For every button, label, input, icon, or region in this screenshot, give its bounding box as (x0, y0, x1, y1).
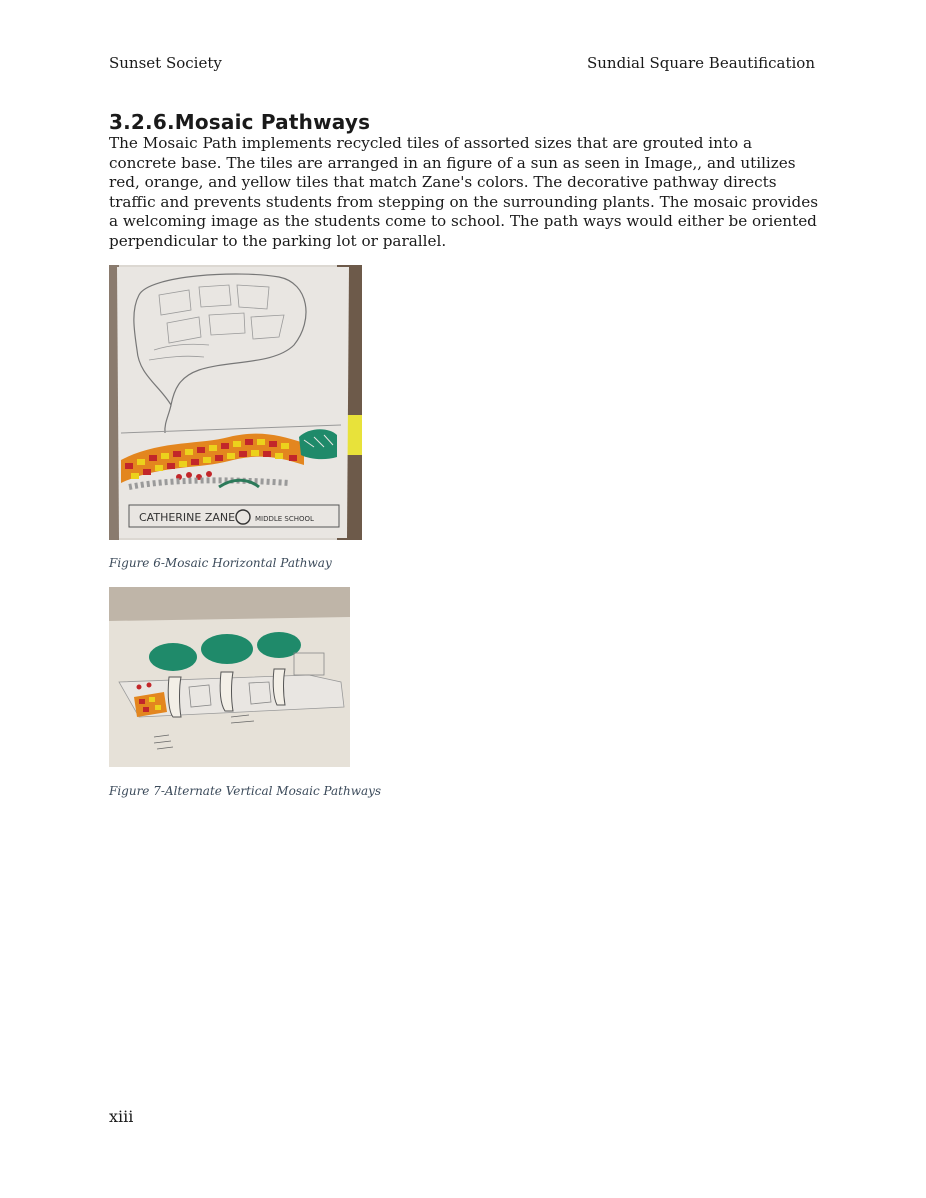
figure-6-caption: Figure 6-Mosaic Horizontal Pathway (109, 556, 332, 570)
sketch-sign-text-2: MIDDLE SCHOOL (255, 515, 314, 523)
figure-7-caption: Figure 7-Alternate Vertical Mosaic Pathways (109, 784, 382, 798)
header-document-title: Sundial Square Beautification (587, 54, 815, 72)
figure-vertical-mosaic-pathways-image (109, 587, 350, 767)
figure-mosaic-horizontal-pathway-image (109, 265, 362, 540)
section-heading: 3.2.6.Mosaic Pathways (109, 110, 371, 134)
sketch-sign-text: CATHERINE ZANE (139, 511, 236, 524)
header-org-name: Sunset Society (109, 54, 222, 72)
page-number: xiii (109, 1107, 134, 1126)
section-body-paragraph: The Mosaic Path implements recycled tiles of assorted sizes that are grouted into a concrete base. The tiles are arranged in an figure of a sun as seen in Image,, and utilizes red, orange, and yellow tiles that match Zane's colors. The decorative pathway directs traffic and prevents students from stepping on the surrounding plants. The mosaic provides a welcoming image as the students come to school. The path ways would either be oriented perpendicular to the parking lot or parallel. (109, 134, 819, 250)
